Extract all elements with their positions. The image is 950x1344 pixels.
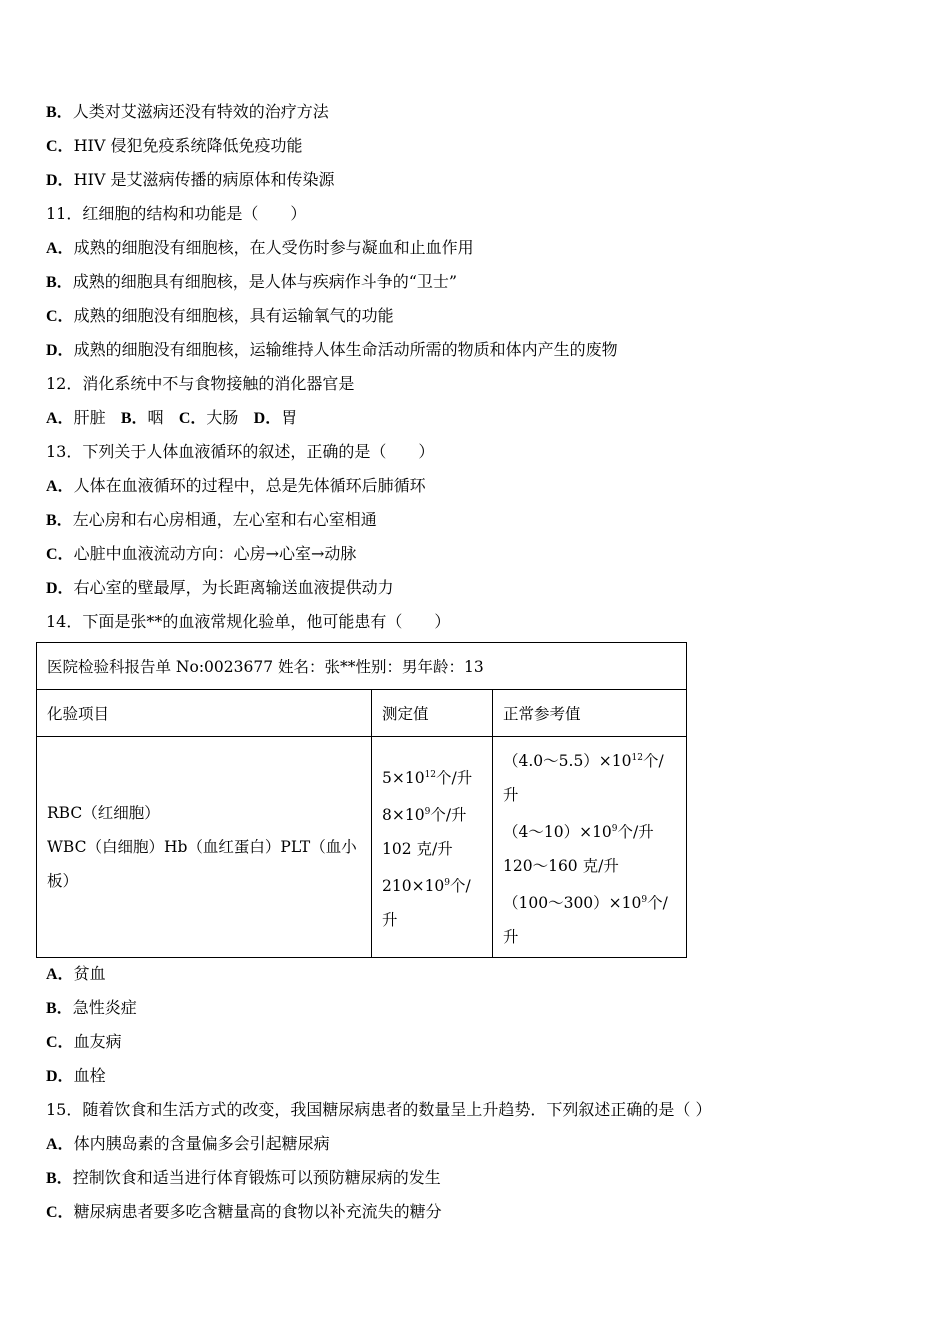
question-12-stem: 12．消化系统中不与食物接触的消化器官是 — [46, 374, 355, 393]
q11-option-b[interactable]: B．成熟的细胞具有细胞核，是人体与疾病作斗争的“卫士” — [46, 272, 458, 291]
measured-value-line: 102 克/升 — [382, 839, 453, 858]
reference-range-line: 升 — [503, 927, 519, 946]
q14-option-b[interactable]: B．急性炎症 — [46, 998, 137, 1017]
test-items-cell — [37, 737, 372, 958]
q15-option-a[interactable]: A．体内胰岛素的含量偏多会引起糖尿病 — [46, 1134, 330, 1153]
q14-option-d[interactable]: D．血栓 — [46, 1066, 106, 1085]
q15-option-c[interactable]: C．糖尿病患者要多吃含糖量高的食物以补充流失的糖分 — [46, 1202, 442, 1221]
q14-option-a[interactable]: A．贫血 — [46, 964, 106, 983]
reference-range-line: $(100\sim 300)\times 10^9$个/ — [503, 893, 668, 912]
q12-option-a[interactable]: A．肝脏 — [46, 408, 106, 427]
test-item-line: WBC（白细胞）Hb（血红蛋白）PLT（血小 — [47, 838, 357, 856]
q12-option-c[interactable]: C．大肠 — [178, 408, 239, 427]
reference-range-cell — [493, 737, 687, 958]
q11-option-d[interactable]: D．成熟的细胞没有细胞核，运输维持人体生命活动所需的物质和体内产生的废物 — [46, 340, 618, 359]
blood-test-report-table — [36, 642, 687, 958]
q15-option-b[interactable]: B．控制饮食和适当进行体育锻炼可以预防糖尿病的发生 — [46, 1168, 441, 1187]
header-item: 化验项目 — [37, 690, 372, 737]
q13-option-c[interactable]: C．心脏中血液流动方向：心房→心室→动脉 — [46, 544, 357, 563]
q11-option-c[interactable]: C．成熟的细胞没有细胞核，具有运输氧气的功能 — [46, 306, 394, 325]
reference-range-line: $(4\sim 10)\times 10^9$个/升 — [503, 822, 654, 841]
measured-value-line: $210\times 10^9$个/ — [382, 876, 471, 895]
q12-options — [46, 408, 297, 429]
measured-value-line: $8\times 10^9$个/升 — [382, 805, 467, 824]
test-item-line: 板） — [47, 872, 79, 890]
q13-option-b[interactable]: B．左心房和右心房相通，左心室和右心室相通 — [46, 510, 377, 529]
measured-values-cell — [372, 737, 493, 958]
q12-option-b[interactable]: B．咽 — [120, 408, 164, 427]
option-d[interactable]: D．HIV 是艾滋病传播的病原体和传染源 — [46, 170, 335, 189]
q14-option-c[interactable]: C．血友病 — [46, 1032, 122, 1051]
question-15-stem: 15．随着饮食和生活方式的改变，我国糖尿病患者的数量呈上升趋势．下列叙述正确的是（ ） — [46, 1100, 712, 1119]
q12-option-d[interactable]: D．胃 — [253, 408, 298, 427]
q13-option-d[interactable]: D．右心室的壁最厚，为长距离输送血液提供动力 — [46, 578, 394, 597]
report-title: 医院检验科报告单 No:0023677 姓名：张**性别：男年龄：13 — [37, 643, 687, 690]
reference-range-line: 120～160 克/升 — [503, 856, 619, 875]
measured-value-line: 升 — [382, 910, 398, 929]
q13-option-a[interactable]: A．人体在血液循环的过程中，总是先体循环后肺循环 — [46, 476, 426, 495]
measured-value-line: $5\times 10^{12}$个/升 — [382, 768, 473, 787]
header-range: 正常参考值 — [493, 690, 687, 737]
reference-range-line: $(4.0\sim 5.5)\times 10^{12}$个/ — [503, 751, 664, 770]
header-value: 测定值 — [372, 690, 493, 737]
option-b[interactable]: B．人类对艾滋病还没有特效的治疗方法 — [46, 102, 329, 121]
question-13-stem: 13．下列关于人体血液循环的叙述，正确的是（ ） — [46, 442, 435, 461]
option-c[interactable]: C．HIV 侵犯免疫系统降低免疫功能 — [46, 136, 303, 155]
reference-range-line: 升 — [503, 785, 519, 804]
q11-option-a[interactable]: A．成熟的细胞没有细胞核，在人受伤时参与凝血和止血作用 — [46, 238, 474, 257]
question-11-stem: 11．红细胞的结构和功能是（ ） — [46, 204, 307, 223]
test-item-line: RBC（红细胞） — [47, 804, 160, 822]
question-14-stem: 14．下面是张**的血液常规化验单，他可能患有（ ） — [46, 612, 451, 631]
